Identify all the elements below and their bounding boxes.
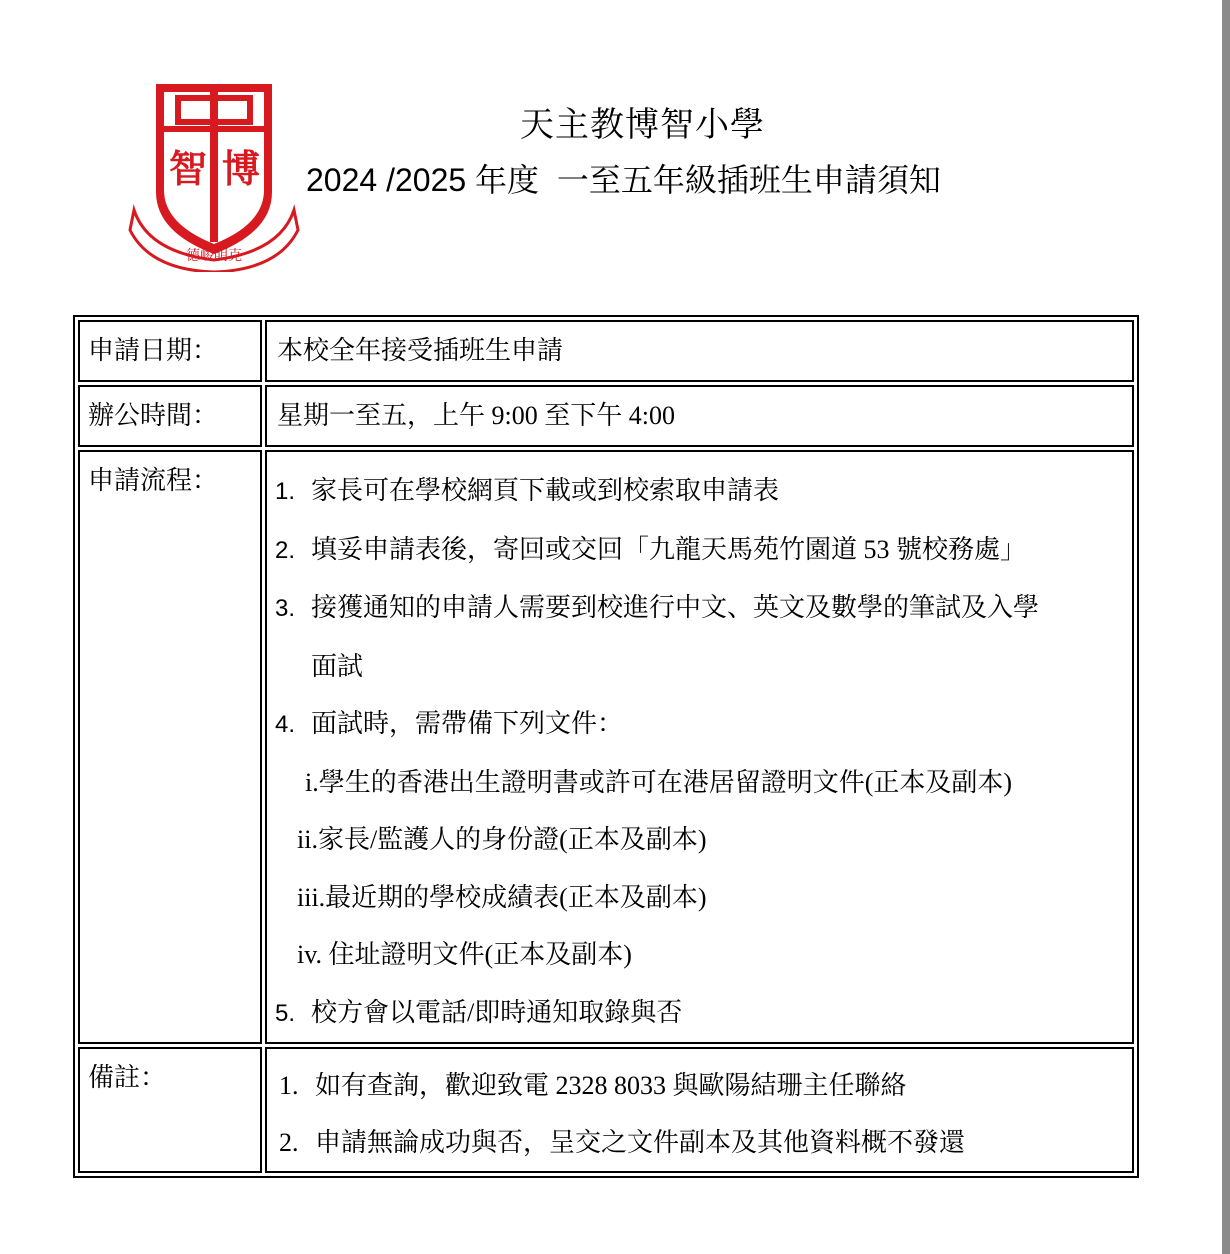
notes-label: 備註： (88, 1063, 167, 1092)
table-row (78, 385, 1134, 447)
process-list (267, 452, 1132, 1042)
list-item: 1. 家長可在學校網頁下載或到校索取申請表 (275, 476, 780, 505)
list-item: 4. 面試時，需帶備下列文件： (275, 709, 624, 738)
table-row (78, 1047, 1134, 1173)
school-logo (128, 82, 300, 272)
notice-title: 2024 /2025 年度 一至五年級插班生申請須知 (306, 162, 941, 198)
sub-item: iii.最近期的學校成績表(正本及副本) (297, 882, 707, 912)
notes-list (267, 1049, 1132, 1171)
info-table (73, 315, 1139, 1178)
sub-item: i.學生的香港出生證明書或許可在港居留證明文件(正本及副本) (305, 767, 1013, 797)
list-item: 5. 校方會以電話/即時通知取錄與否 (275, 997, 683, 1027)
sub-item: ii.家長/監護人的身份證(正本及副本) (297, 825, 707, 854)
table-row (78, 450, 1134, 1044)
logo-char-left: 智 (168, 146, 208, 191)
office-label: 辦公時間： (88, 401, 219, 430)
page-edge (1222, 0, 1230, 1254)
process-label: 申請流程： (88, 466, 219, 495)
list-item: 1. 如有查詢，歡迎致電 2328 8033 與歐陽結珊主任聯絡 (279, 1071, 907, 1100)
date-value: 本校全年接受插班生申請 (277, 336, 564, 365)
office-value: 星期一至五，上午 9:00 至下午 4:00 (277, 401, 675, 430)
sub-item: iv. 住址證明文件(正本及副本) (297, 940, 632, 969)
list-item-continuation: 面試 (311, 651, 364, 681)
list-item: 3. 接獲通知的申請人需要到校進行中文、英文及數學的筆試及入學 (275, 593, 1040, 622)
school-name: 天主教博智小學 (520, 107, 765, 144)
logo-char-right: 博 (221, 146, 261, 191)
table-row (78, 320, 1134, 382)
list-item: 2. 申請無論成功與否，呈交之文件副本及其他資料概不發還 (279, 1128, 966, 1157)
date-label: 申請日期： (88, 336, 219, 365)
list-item: 2. 填妥申請表後，寄回或交回「九龍天馬苑竹園道 53 號校務處」 (275, 534, 1027, 564)
logo-motto: 德峻明克 (186, 248, 242, 264)
